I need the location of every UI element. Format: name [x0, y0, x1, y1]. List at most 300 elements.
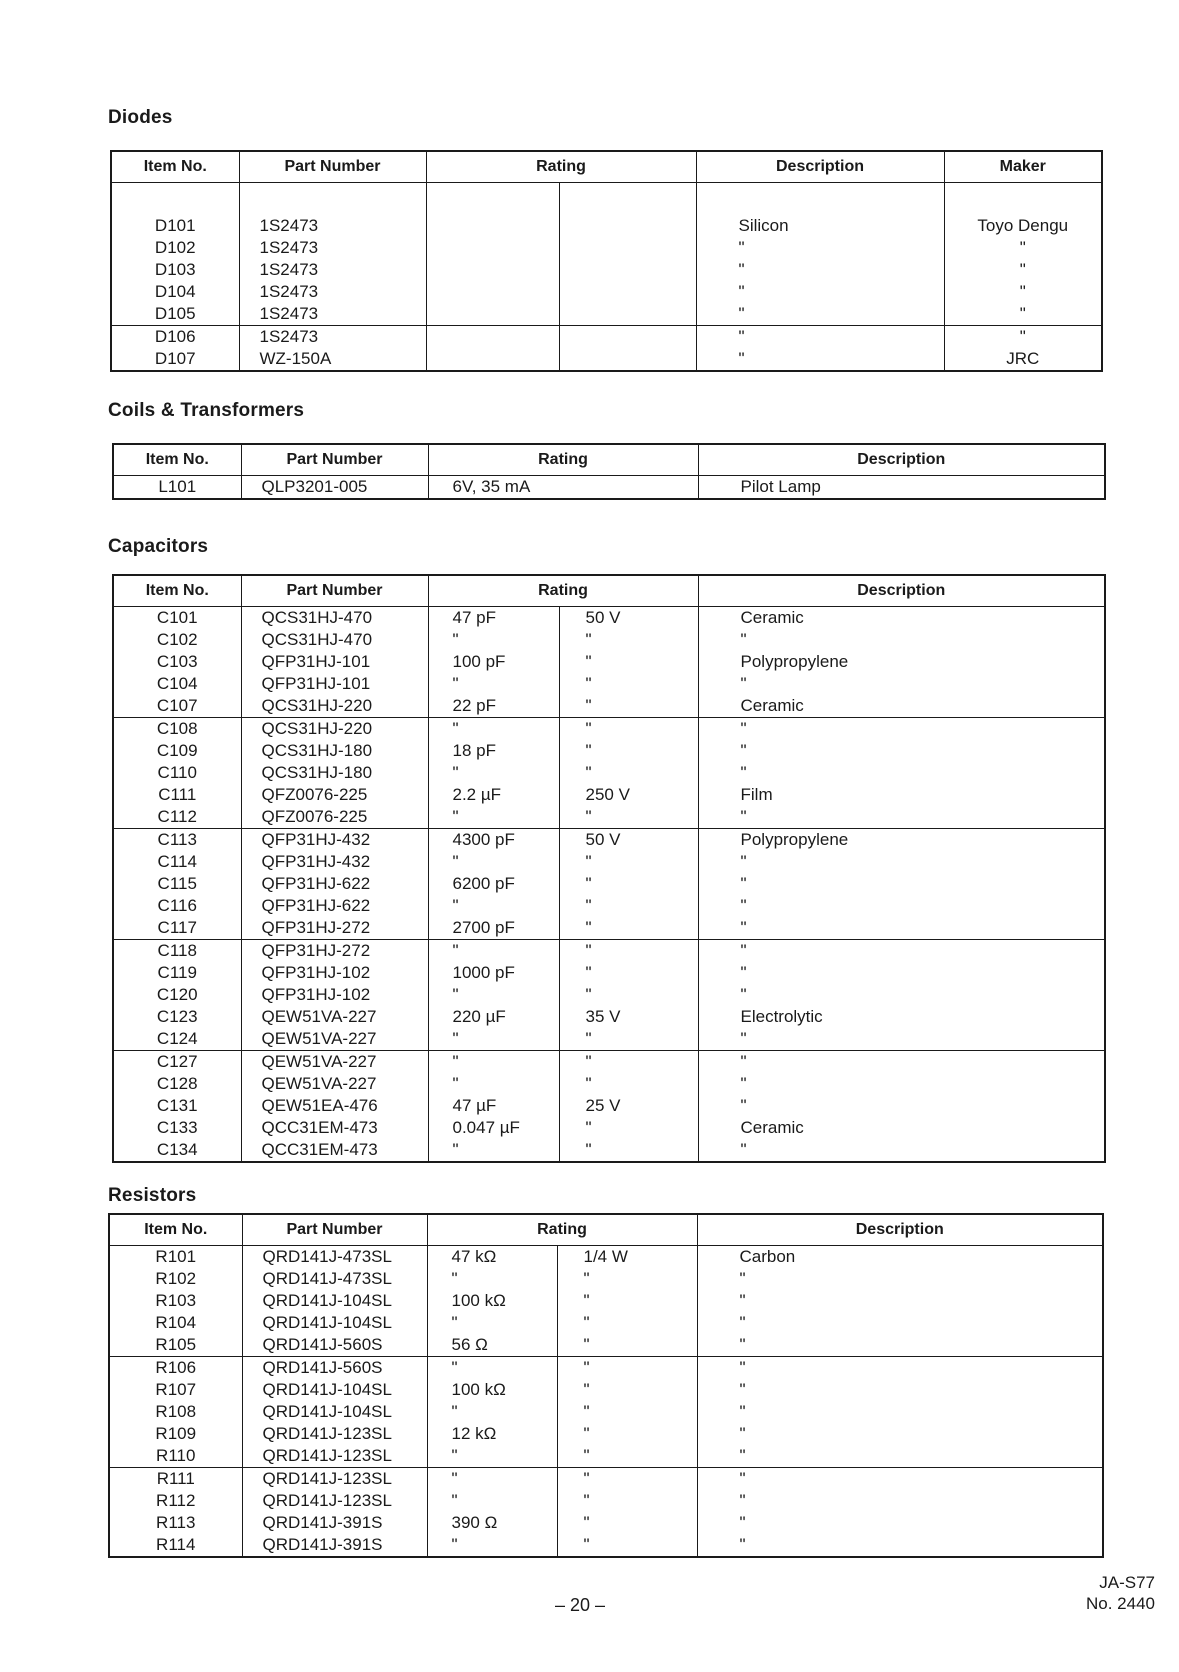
table-row [113, 895, 1105, 917]
table-cell: 0.047 µF [428, 1117, 559, 1139]
table-cell: 1S2473 [239, 215, 426, 237]
table-cell: " [944, 281, 1102, 303]
table-cell: 100 pF [428, 651, 559, 673]
table-cell: QRD141J-391S [242, 1534, 427, 1557]
header-part-number: Part Number [241, 444, 428, 476]
table-cell: QFP31HJ-622 [241, 895, 428, 917]
table-cell: 6200 pF [428, 873, 559, 895]
table-cell: 47 pF [428, 607, 559, 630]
table-cell: D103 [111, 259, 239, 281]
table-row [109, 1512, 1103, 1534]
table-cell: Carbon [697, 1246, 1103, 1269]
table-cell: 1S2473 [239, 259, 426, 281]
diodes-section-title: Diodes [108, 107, 173, 128]
table-row [113, 1139, 1105, 1162]
table-cell: " [697, 1357, 1103, 1380]
table-cell: " [557, 1268, 697, 1290]
table-cell: " [427, 1534, 557, 1557]
table-cell: " [428, 806, 559, 829]
table-cell: C120 [113, 984, 241, 1006]
table-cell: C131 [113, 1095, 241, 1117]
header-description: Description [698, 575, 1105, 607]
table-cell: " [557, 1357, 697, 1380]
table-cell: " [697, 1379, 1103, 1401]
table-row [111, 326, 1102, 349]
table-cell: " [428, 1139, 559, 1162]
table-cell: " [559, 695, 698, 718]
table-cell [559, 326, 696, 349]
table-cell: " [698, 740, 1105, 762]
table-cell: QFP31HJ-272 [241, 917, 428, 940]
table-cell: 1000 pF [428, 962, 559, 984]
header-part-number: Part Number [239, 151, 426, 183]
table-cell: QRD141J-123SL [242, 1423, 427, 1445]
table-cell: D105 [111, 303, 239, 326]
table-cell: " [557, 1401, 697, 1423]
table-cell: QRD141J-104SL [242, 1312, 427, 1334]
table-cell: " [698, 806, 1105, 829]
table-cell: Toyo Dengu [944, 215, 1102, 237]
table-cell: QRD141J-123SL [242, 1445, 427, 1468]
table-row [113, 940, 1105, 963]
table-row [111, 259, 1102, 281]
table-cell: C110 [113, 762, 241, 784]
page-number: – 20 – [554, 1595, 606, 1615]
table-cell: " [559, 740, 698, 762]
table-cell: QEW51VA-227 [241, 1006, 428, 1028]
table-cell: " [557, 1445, 697, 1468]
table-cell: " [559, 718, 698, 741]
table-cell: " [696, 281, 944, 303]
table-row [109, 1401, 1103, 1423]
table-cell: C107 [113, 695, 241, 718]
table-row [113, 806, 1105, 829]
table-cell: C134 [113, 1139, 241, 1162]
table-cell: C101 [113, 607, 241, 630]
table-row [113, 1117, 1105, 1139]
header-item-no: Item No. [111, 151, 239, 183]
table-row [113, 718, 1105, 741]
table-cell: R113 [109, 1512, 242, 1534]
table-cell: C133 [113, 1117, 241, 1139]
table-cell: QCS31HJ-470 [241, 607, 428, 630]
table-cell: " [559, 917, 698, 940]
table-cell: QFP31HJ-102 [241, 962, 428, 984]
table-cell: D102 [111, 237, 239, 259]
table-cell: C114 [113, 851, 241, 873]
header-rating: Rating [427, 1214, 697, 1246]
table-row [113, 962, 1105, 984]
table-cell: C128 [113, 1073, 241, 1095]
table-cell: C109 [113, 740, 241, 762]
table-row [113, 1006, 1105, 1028]
table-cell: R110 [109, 1445, 242, 1468]
table-cell: Ceramic [698, 1117, 1105, 1139]
table-cell: QRD141J-473SL [242, 1268, 427, 1290]
table-cell: " [697, 1423, 1103, 1445]
table-cell: " [696, 237, 944, 259]
table-cell: " [698, 762, 1105, 784]
table-cell: R106 [109, 1357, 242, 1380]
table-cell: " [696, 348, 944, 371]
table-cell: " [427, 1268, 557, 1290]
table-cell: " [944, 303, 1102, 326]
spacer-cell [239, 183, 426, 216]
table-cell: QRD141J-473SL [242, 1246, 427, 1269]
table-cell: QFP31HJ-272 [241, 940, 428, 963]
table-cell: " [696, 259, 944, 281]
model-number: JA-S77 [1099, 1573, 1155, 1592]
table-row [113, 762, 1105, 784]
table-cell: QRD141J-104SL [242, 1290, 427, 1312]
table-cell: " [698, 673, 1105, 695]
table-row [113, 851, 1105, 873]
table-cell: QFP31HJ-101 [241, 651, 428, 673]
table-cell: Ceramic [698, 695, 1105, 718]
table-cell [426, 348, 559, 371]
spacer-cell [696, 183, 944, 216]
table-cell [559, 348, 696, 371]
table-cell: QRD141J-104SL [242, 1401, 427, 1423]
table-row [109, 1290, 1103, 1312]
coils-section-title: Coils & Transformers [108, 400, 305, 421]
table-cell: " [698, 851, 1105, 873]
table-cell: " [559, 873, 698, 895]
table-row [113, 984, 1105, 1006]
table-cell: C117 [113, 917, 241, 940]
table-cell: 2.2 µF [428, 784, 559, 806]
table-cell: " [696, 326, 944, 349]
table-cell: " [944, 259, 1102, 281]
table-cell: " [559, 673, 698, 695]
table-cell: C113 [113, 829, 241, 852]
table-cell [426, 237, 559, 259]
table-cell: QFZ0076-225 [241, 784, 428, 806]
table-cell: " [698, 1028, 1105, 1051]
header-rating: Rating [428, 575, 698, 607]
table-cell: 1S2473 [239, 326, 426, 349]
table-cell: 47 kΩ [427, 1246, 557, 1269]
table-row [109, 1490, 1103, 1512]
table-row [109, 1246, 1103, 1269]
table-cell: QRD141J-560S [242, 1357, 427, 1380]
table-cell: R111 [109, 1468, 242, 1491]
resistors-section-title: Resistors [108, 1185, 197, 1206]
table-cell: C118 [113, 940, 241, 963]
table-cell: " [428, 1073, 559, 1095]
table-row [109, 1445, 1103, 1468]
header-part-number: Part Number [242, 1214, 427, 1246]
table-cell: " [697, 1534, 1103, 1557]
table-cell: 100 kΩ [427, 1290, 557, 1312]
table-cell: " [427, 1490, 557, 1512]
table-cell: " [698, 873, 1105, 895]
table-cell: QEW51VA-227 [241, 1051, 428, 1074]
table-cell: QCC31EM-473 [241, 1139, 428, 1162]
table-cell: " [427, 1401, 557, 1423]
table-cell: " [559, 651, 698, 673]
table-cell: 1S2473 [239, 303, 426, 326]
table-cell: " [559, 940, 698, 963]
table-cell: 4300 pF [428, 829, 559, 852]
header-description: Description [696, 151, 944, 183]
table-cell: " [428, 940, 559, 963]
table-cell: Electrolytic [698, 1006, 1105, 1028]
table-cell: C123 [113, 1006, 241, 1028]
table-cell: " [944, 237, 1102, 259]
table-cell: QRD141J-560S [242, 1334, 427, 1357]
table-cell: " [697, 1312, 1103, 1334]
table-cell: QFP31HJ-622 [241, 873, 428, 895]
table-cell: D104 [111, 281, 239, 303]
table-row [109, 1268, 1103, 1290]
table-cell: QFP31HJ-432 [241, 851, 428, 873]
table-cell: " [428, 851, 559, 873]
table-cell: QCS31HJ-220 [241, 695, 428, 718]
table-row [113, 873, 1105, 895]
table-cell: C115 [113, 873, 241, 895]
table-row [109, 1423, 1103, 1445]
table-cell: " [559, 629, 698, 651]
table-cell: " [428, 762, 559, 784]
table-cell [426, 303, 559, 326]
table-cell: 22 pF [428, 695, 559, 718]
table-cell: C103 [113, 651, 241, 673]
table-cell: QRD141J-391S [242, 1512, 427, 1534]
table-cell: " [557, 1334, 697, 1357]
table-cell: 25 V [559, 1095, 698, 1117]
header-item-no: Item No. [109, 1214, 242, 1246]
table-cell: QFP31HJ-102 [241, 984, 428, 1006]
table-cell: " [427, 1468, 557, 1491]
table-cell: " [427, 1357, 557, 1380]
header-maker: Maker [944, 151, 1102, 183]
table-cell: D101 [111, 215, 239, 237]
table-cell: C124 [113, 1028, 241, 1051]
table-cell: Film [698, 784, 1105, 806]
table-row [111, 348, 1102, 371]
table-cell: QEW51EA-476 [241, 1095, 428, 1117]
table-cell: 18 pF [428, 740, 559, 762]
table-cell: C108 [113, 718, 241, 741]
table-cell: QCS31HJ-180 [241, 740, 428, 762]
table-cell: 6V, 35 mA [428, 476, 698, 500]
table-cell: 47 µF [428, 1095, 559, 1117]
table-row [109, 1357, 1103, 1380]
table-cell: QFP31HJ-101 [241, 673, 428, 695]
diodes-table [110, 150, 1103, 372]
table-cell: D106 [111, 326, 239, 349]
table-cell: C116 [113, 895, 241, 917]
table-cell: " [557, 1534, 697, 1557]
table-cell: C119 [113, 962, 241, 984]
table-cell: " [428, 629, 559, 651]
table-row [113, 740, 1105, 762]
table-cell: " [698, 962, 1105, 984]
table-cell [559, 259, 696, 281]
table-row [113, 1095, 1105, 1117]
table-cell: C112 [113, 806, 241, 829]
table-cell: " [944, 326, 1102, 349]
table-cell: QLP3201-005 [241, 476, 428, 500]
table-row [113, 829, 1105, 852]
table-cell: " [697, 1290, 1103, 1312]
table-cell: 1/4 W [557, 1246, 697, 1269]
table-cell: QCC31EM-473 [241, 1117, 428, 1139]
spacer-row [111, 183, 1102, 216]
table-cell: R109 [109, 1423, 242, 1445]
table-cell: " [428, 984, 559, 1006]
table-cell: 56 Ω [427, 1334, 557, 1357]
table-cell: 220 µF [428, 1006, 559, 1028]
header-part-number: Part Number [241, 575, 428, 607]
table-cell: " [559, 851, 698, 873]
table-cell: " [559, 762, 698, 784]
header-item-no: Item No. [113, 575, 241, 607]
table-cell: " [559, 962, 698, 984]
table-row [109, 1534, 1103, 1557]
table-cell: R104 [109, 1312, 242, 1334]
table-cell [426, 215, 559, 237]
table-cell: " [698, 1051, 1105, 1074]
table-cell: QEW51VA-227 [241, 1073, 428, 1095]
table-cell: " [557, 1423, 697, 1445]
table-cell: QRD141J-123SL [242, 1490, 427, 1512]
table-cell: " [559, 984, 698, 1006]
table-cell: 390 Ω [427, 1512, 557, 1534]
capacitors-section-title: Capacitors [108, 536, 209, 557]
table-cell: L101 [113, 476, 241, 500]
table-cell: QCS31HJ-220 [241, 718, 428, 741]
table-cell: Polypropylene [698, 829, 1105, 852]
table-cell: " [698, 1095, 1105, 1117]
resistors-table [108, 1213, 1104, 1558]
table-cell: 1S2473 [239, 281, 426, 303]
spacer-cell [111, 183, 239, 216]
table-row [111, 281, 1102, 303]
table-cell: 50 V [559, 829, 698, 852]
table-cell: " [428, 1028, 559, 1051]
table-cell: QCS31HJ-180 [241, 762, 428, 784]
spacer-cell [426, 183, 559, 216]
table-cell: " [559, 1028, 698, 1051]
table-cell: R114 [109, 1534, 242, 1557]
table-cell: " [428, 895, 559, 917]
table-cell: " [559, 1139, 698, 1162]
table-cell: R101 [109, 1246, 242, 1269]
table-cell: R107 [109, 1379, 242, 1401]
table-cell [426, 326, 559, 349]
table-cell: " [428, 673, 559, 695]
table-cell: " [557, 1490, 697, 1512]
table-row [113, 1073, 1105, 1095]
table-cell: " [427, 1312, 557, 1334]
table-cell: R108 [109, 1401, 242, 1423]
table-cell: R102 [109, 1268, 242, 1290]
table-cell: D107 [111, 348, 239, 371]
table-cell [559, 215, 696, 237]
table-cell: " [428, 718, 559, 741]
table-row [113, 673, 1105, 695]
table-cell [426, 281, 559, 303]
header-rating: Rating [426, 151, 696, 183]
table-row [109, 1334, 1103, 1357]
table-cell: " [559, 895, 698, 917]
table-cell: " [427, 1445, 557, 1468]
table-cell: " [698, 718, 1105, 741]
table-cell: " [698, 1073, 1105, 1095]
table-row [113, 695, 1105, 718]
table-cell: " [696, 303, 944, 326]
table-cell: " [698, 1139, 1105, 1162]
table-cell: C111 [113, 784, 241, 806]
header-rating: Rating [428, 444, 698, 476]
table-cell: " [559, 1073, 698, 1095]
table-row [111, 303, 1102, 326]
table-row [109, 1468, 1103, 1491]
table-cell: Polypropylene [698, 651, 1105, 673]
table-cell: C104 [113, 673, 241, 695]
table-cell: C127 [113, 1051, 241, 1074]
table-row [113, 607, 1105, 630]
table-cell: Pilot Lamp [698, 476, 1105, 500]
table-cell: QCS31HJ-470 [241, 629, 428, 651]
table-row [109, 1379, 1103, 1401]
table-row [111, 237, 1102, 259]
table-cell [559, 281, 696, 303]
table-cell: " [697, 1445, 1103, 1468]
table-cell: " [697, 1334, 1103, 1357]
coils-table [112, 443, 1106, 500]
table-cell: " [557, 1290, 697, 1312]
header-item-no: Item No. [113, 444, 241, 476]
table-cell: R103 [109, 1290, 242, 1312]
table-cell: " [698, 917, 1105, 940]
table-cell: R112 [109, 1490, 242, 1512]
table-cell: 250 V [559, 784, 698, 806]
table-cell: 1S2473 [239, 237, 426, 259]
table-cell: " [697, 1512, 1103, 1534]
table-cell [559, 237, 696, 259]
table-cell [559, 303, 696, 326]
table-row [113, 784, 1105, 806]
table-row [113, 651, 1105, 673]
table-row [113, 476, 1105, 500]
document-number: No. 2440 [1086, 1594, 1155, 1613]
table-cell [426, 259, 559, 281]
capacitors-table [112, 574, 1106, 1163]
table-cell: " [428, 1051, 559, 1074]
spacer-cell [944, 183, 1102, 216]
table-cell: 35 V [559, 1006, 698, 1028]
table-cell: " [559, 806, 698, 829]
table-cell: R105 [109, 1334, 242, 1357]
table-row [109, 1312, 1103, 1334]
table-cell: " [559, 1117, 698, 1139]
table-row [113, 1028, 1105, 1051]
table-cell: 100 kΩ [427, 1379, 557, 1401]
table-cell: " [698, 895, 1105, 917]
document-id [1086, 1572, 1155, 1614]
table-cell: QRD141J-104SL [242, 1379, 427, 1401]
table-row [113, 629, 1105, 651]
table-cell: " [697, 1268, 1103, 1290]
table-cell: Silicon [696, 215, 944, 237]
table-cell: 2700 pF [428, 917, 559, 940]
table-cell: " [557, 1379, 697, 1401]
table-cell: 50 V [559, 607, 698, 630]
table-cell: " [559, 1051, 698, 1074]
